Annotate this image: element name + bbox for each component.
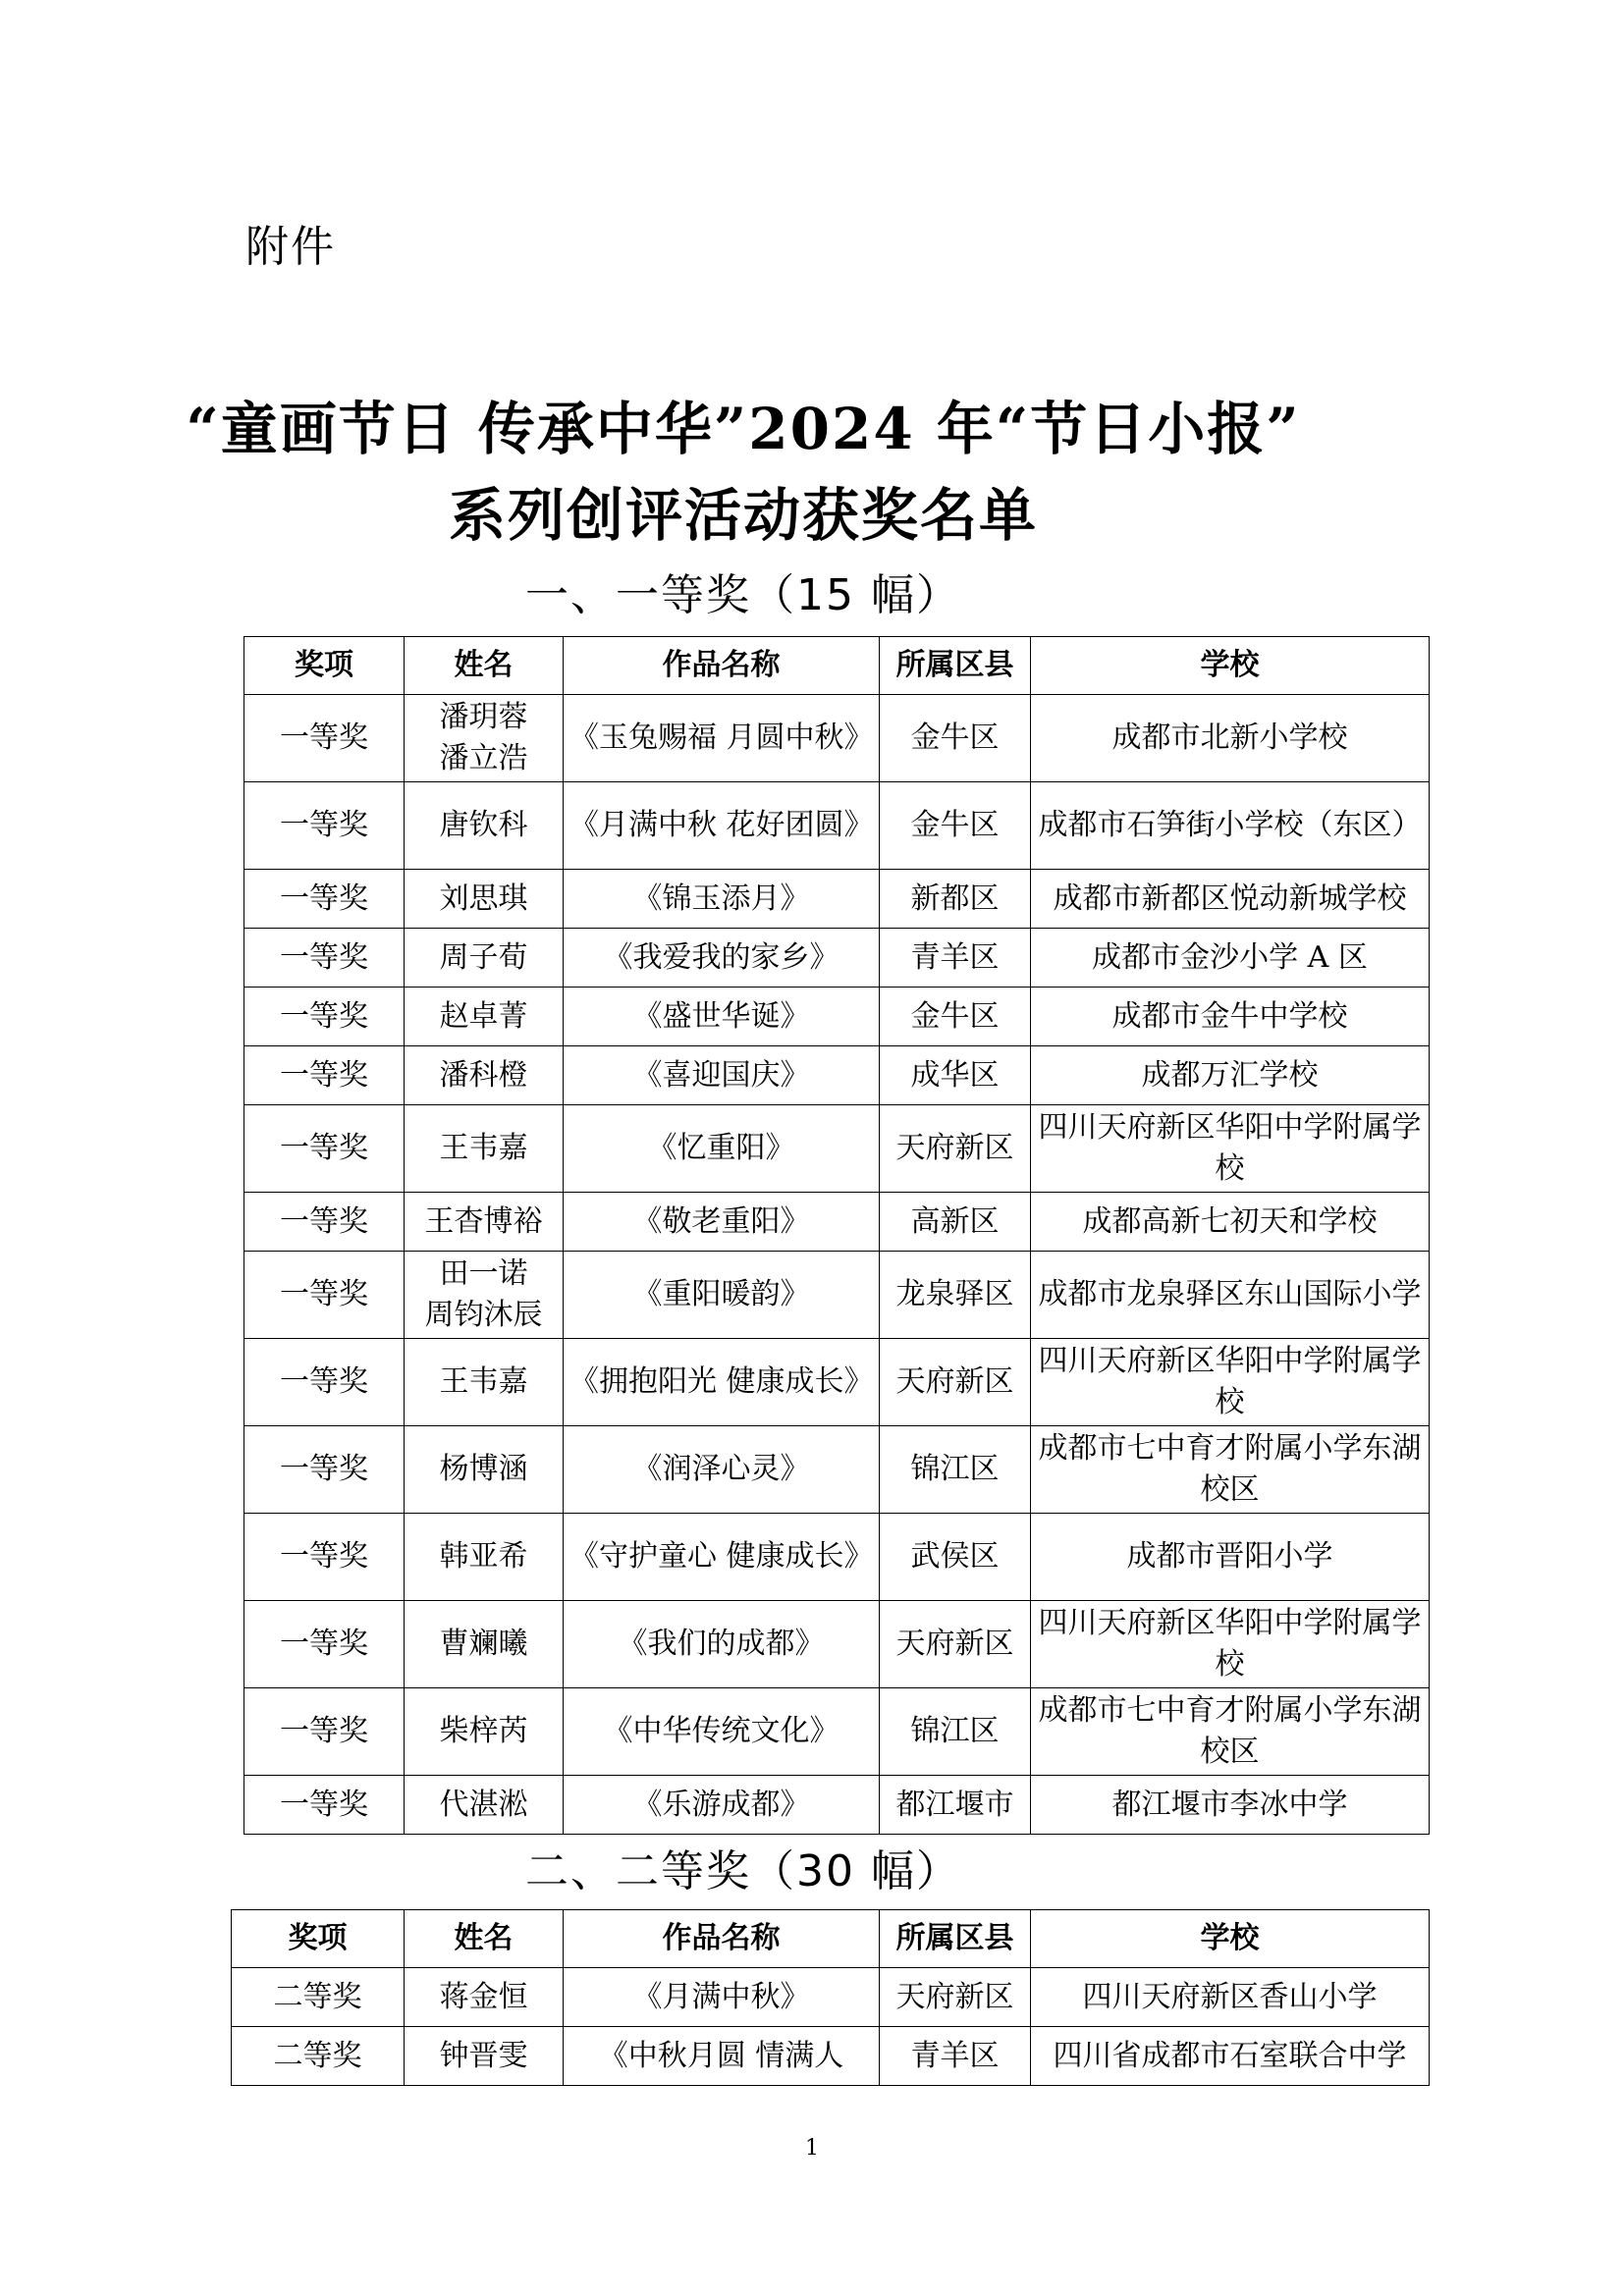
table-row <box>244 1105 1430 1193</box>
district-cell: 金牛区 <box>880 782 1031 870</box>
work-title-cell: 《拥抱阳光 健康成长》 <box>564 1339 880 1426</box>
work-title-cell: 《忆重阳》 <box>564 1105 880 1193</box>
column-header: 所属区县 <box>880 1910 1031 1968</box>
second-prize-table <box>231 1909 1430 2086</box>
award-cell: 一等奖 <box>244 929 405 988</box>
district-cell: 龙泉驿区 <box>880 1252 1031 1339</box>
name-cell: 潘玥蓉 潘立浩 <box>405 695 564 782</box>
column-header: 学校 <box>1031 1910 1430 1968</box>
table-row <box>244 929 1430 988</box>
name-cell: 潘科橙 <box>405 1046 564 1105</box>
table-header-row <box>232 1910 1430 1968</box>
table-row <box>244 1601 1430 1688</box>
name-cell: 赵卓菁 <box>405 988 564 1046</box>
work-title-cell: 《重阳暖韵》 <box>564 1252 880 1339</box>
school-cell: 四川天府新区华阳中学附属学校 <box>1031 1339 1430 1426</box>
column-header: 姓名 <box>405 1910 564 1968</box>
school-cell: 成都市新都区悦动新城学校 <box>1031 870 1430 929</box>
district-cell: 都江堰市 <box>880 1776 1031 1835</box>
district-cell: 武侯区 <box>880 1514 1031 1601</box>
award-cell: 二等奖 <box>232 1968 405 2027</box>
work-title-cell: 《中秋月圆 情满人 <box>564 2027 880 2086</box>
table-row <box>244 1688 1430 1776</box>
district-cell: 天府新区 <box>880 1601 1031 1688</box>
name-cell: 王韦嘉 <box>405 1339 564 1426</box>
award-cell: 一等奖 <box>244 870 405 929</box>
table-row <box>244 782 1430 870</box>
school-cell: 成都高新七初天和学校 <box>1031 1193 1430 1252</box>
work-title-cell: 《盛世华诞》 <box>564 988 880 1046</box>
name-cell: 韩亚希 <box>405 1514 564 1601</box>
section-heading-second-prize: 二、二等奖（30 幅） <box>525 1846 961 1896</box>
work-title-cell: 《喜迎国庆》 <box>564 1046 880 1105</box>
school-cell: 成都市石笋街小学校（东区） <box>1031 782 1430 870</box>
table-row <box>232 2027 1430 2086</box>
school-cell: 成都市七中育才附属小学东湖校区 <box>1031 1688 1430 1776</box>
name-cell: 代湛淞 <box>405 1776 564 1835</box>
district-cell: 新都区 <box>880 870 1031 929</box>
name-cell: 杨博涵 <box>405 1426 564 1514</box>
work-title-cell: 《我们的成都》 <box>564 1601 880 1688</box>
award-cell: 一等奖 <box>244 1688 405 1776</box>
section-heading-first-prize: 一、一等奖（15 幅） <box>525 570 961 620</box>
school-cell: 成都市金沙小学 A 区 <box>1031 929 1430 988</box>
table-row <box>244 870 1430 929</box>
school-cell: 都江堰市李冰中学 <box>1031 1776 1430 1835</box>
first-prize-table <box>244 636 1430 1835</box>
name-cell: 唐钦科 <box>405 782 564 870</box>
district-cell: 高新区 <box>880 1193 1031 1252</box>
column-header: 学校 <box>1031 637 1430 695</box>
table-row <box>244 1252 1430 1339</box>
table-row <box>244 1514 1430 1601</box>
work-title-cell: 《中华传统文化》 <box>564 1688 880 1776</box>
attachment-label: 附件 <box>245 222 336 272</box>
column-header: 作品名称 <box>564 637 880 695</box>
district-cell: 青羊区 <box>880 2027 1031 2086</box>
school-cell: 四川天府新区华阳中学附属学校 <box>1031 1105 1430 1193</box>
school-cell: 成都万汇学校 <box>1031 1046 1430 1105</box>
table-row <box>232 1968 1430 2027</box>
name-cell: 王杳博裕 <box>405 1193 564 1252</box>
table-row <box>244 1339 1430 1426</box>
school-cell: 成都市北新小学校 <box>1031 695 1430 782</box>
school-cell: 成都市晋阳小学 <box>1031 1514 1430 1601</box>
table-row <box>244 695 1430 782</box>
award-cell: 一等奖 <box>244 1601 405 1688</box>
district-cell: 金牛区 <box>880 695 1031 782</box>
name-cell: 柴梓芮 <box>405 1688 564 1776</box>
name-cell: 蒋金恒 <box>405 1968 564 2027</box>
table-row <box>244 1046 1430 1105</box>
district-cell: 天府新区 <box>880 1339 1031 1426</box>
award-cell: 一等奖 <box>244 1046 405 1105</box>
table-row <box>244 1193 1430 1252</box>
table-row <box>244 988 1430 1046</box>
award-cell: 一等奖 <box>244 988 405 1046</box>
district-cell: 锦江区 <box>880 1426 1031 1514</box>
name-cell: 刘思琪 <box>405 870 564 929</box>
column-header: 姓名 <box>405 637 564 695</box>
award-cell: 一等奖 <box>244 695 405 782</box>
work-title-cell: 《我爱我的家乡》 <box>564 929 880 988</box>
work-title-cell: 《月满中秋 花好团圆》 <box>564 782 880 870</box>
school-cell: 四川天府新区香山小学 <box>1031 1968 1430 2027</box>
name-cell: 田一诺 周钧沐辰 <box>405 1252 564 1339</box>
column-header: 奖项 <box>232 1910 405 1968</box>
table-header-row <box>244 637 1430 695</box>
name-cell: 王韦嘉 <box>405 1105 564 1193</box>
award-cell: 一等奖 <box>244 1339 405 1426</box>
award-cell: 一等奖 <box>244 1105 405 1193</box>
award-cell: 一等奖 <box>244 1776 405 1835</box>
work-title-cell: 《玉兔赐福 月圆中秋》 <box>564 695 880 782</box>
school-cell: 成都市七中育才附属小学东湖校区 <box>1031 1426 1430 1514</box>
table-row <box>244 1426 1430 1514</box>
school-cell: 四川省成都市石室联合中学 <box>1031 2027 1430 2086</box>
award-cell: 一等奖 <box>244 1193 405 1252</box>
district-cell: 金牛区 <box>880 988 1031 1046</box>
name-cell: 曹斓曦 <box>405 1601 564 1688</box>
work-title-cell: 《月满中秋》 <box>564 1968 880 2027</box>
column-header: 作品名称 <box>564 1910 880 1968</box>
page-number: 1 <box>805 2136 819 2161</box>
award-cell: 一等奖 <box>244 1252 405 1339</box>
award-cell: 一等奖 <box>244 1514 405 1601</box>
document-title-line1: “童画节日 传承中华”2024 年“节日小报” <box>186 396 1301 462</box>
table-row <box>244 1776 1430 1835</box>
school-cell: 四川天府新区华阳中学附属学校 <box>1031 1601 1430 1688</box>
name-cell: 钟晋雯 <box>405 2027 564 2086</box>
award-cell: 二等奖 <box>232 2027 405 2086</box>
award-cell: 一等奖 <box>244 1426 405 1514</box>
column-header: 所属区县 <box>880 637 1031 695</box>
school-cell: 成都市金牛中学校 <box>1031 988 1430 1046</box>
district-cell: 青羊区 <box>880 929 1031 988</box>
column-header: 奖项 <box>244 637 405 695</box>
work-title-cell: 《乐游成都》 <box>564 1776 880 1835</box>
work-title-cell: 《守护童心 健康成长》 <box>564 1514 880 1601</box>
work-title-cell: 《锦玉添月》 <box>564 870 880 929</box>
district-cell: 锦江区 <box>880 1688 1031 1776</box>
district-cell: 天府新区 <box>880 1968 1031 2027</box>
district-cell: 天府新区 <box>880 1105 1031 1193</box>
school-cell: 成都市龙泉驿区东山国际小学 <box>1031 1252 1430 1339</box>
work-title-cell: 《润泽心灵》 <box>564 1426 880 1514</box>
district-cell: 成华区 <box>880 1046 1031 1105</box>
document-title-line2: 系列创评活动获奖名单 <box>448 482 1038 549</box>
name-cell: 周子荀 <box>405 929 564 988</box>
award-cell: 一等奖 <box>244 782 405 870</box>
work-title-cell: 《敬老重阳》 <box>564 1193 880 1252</box>
